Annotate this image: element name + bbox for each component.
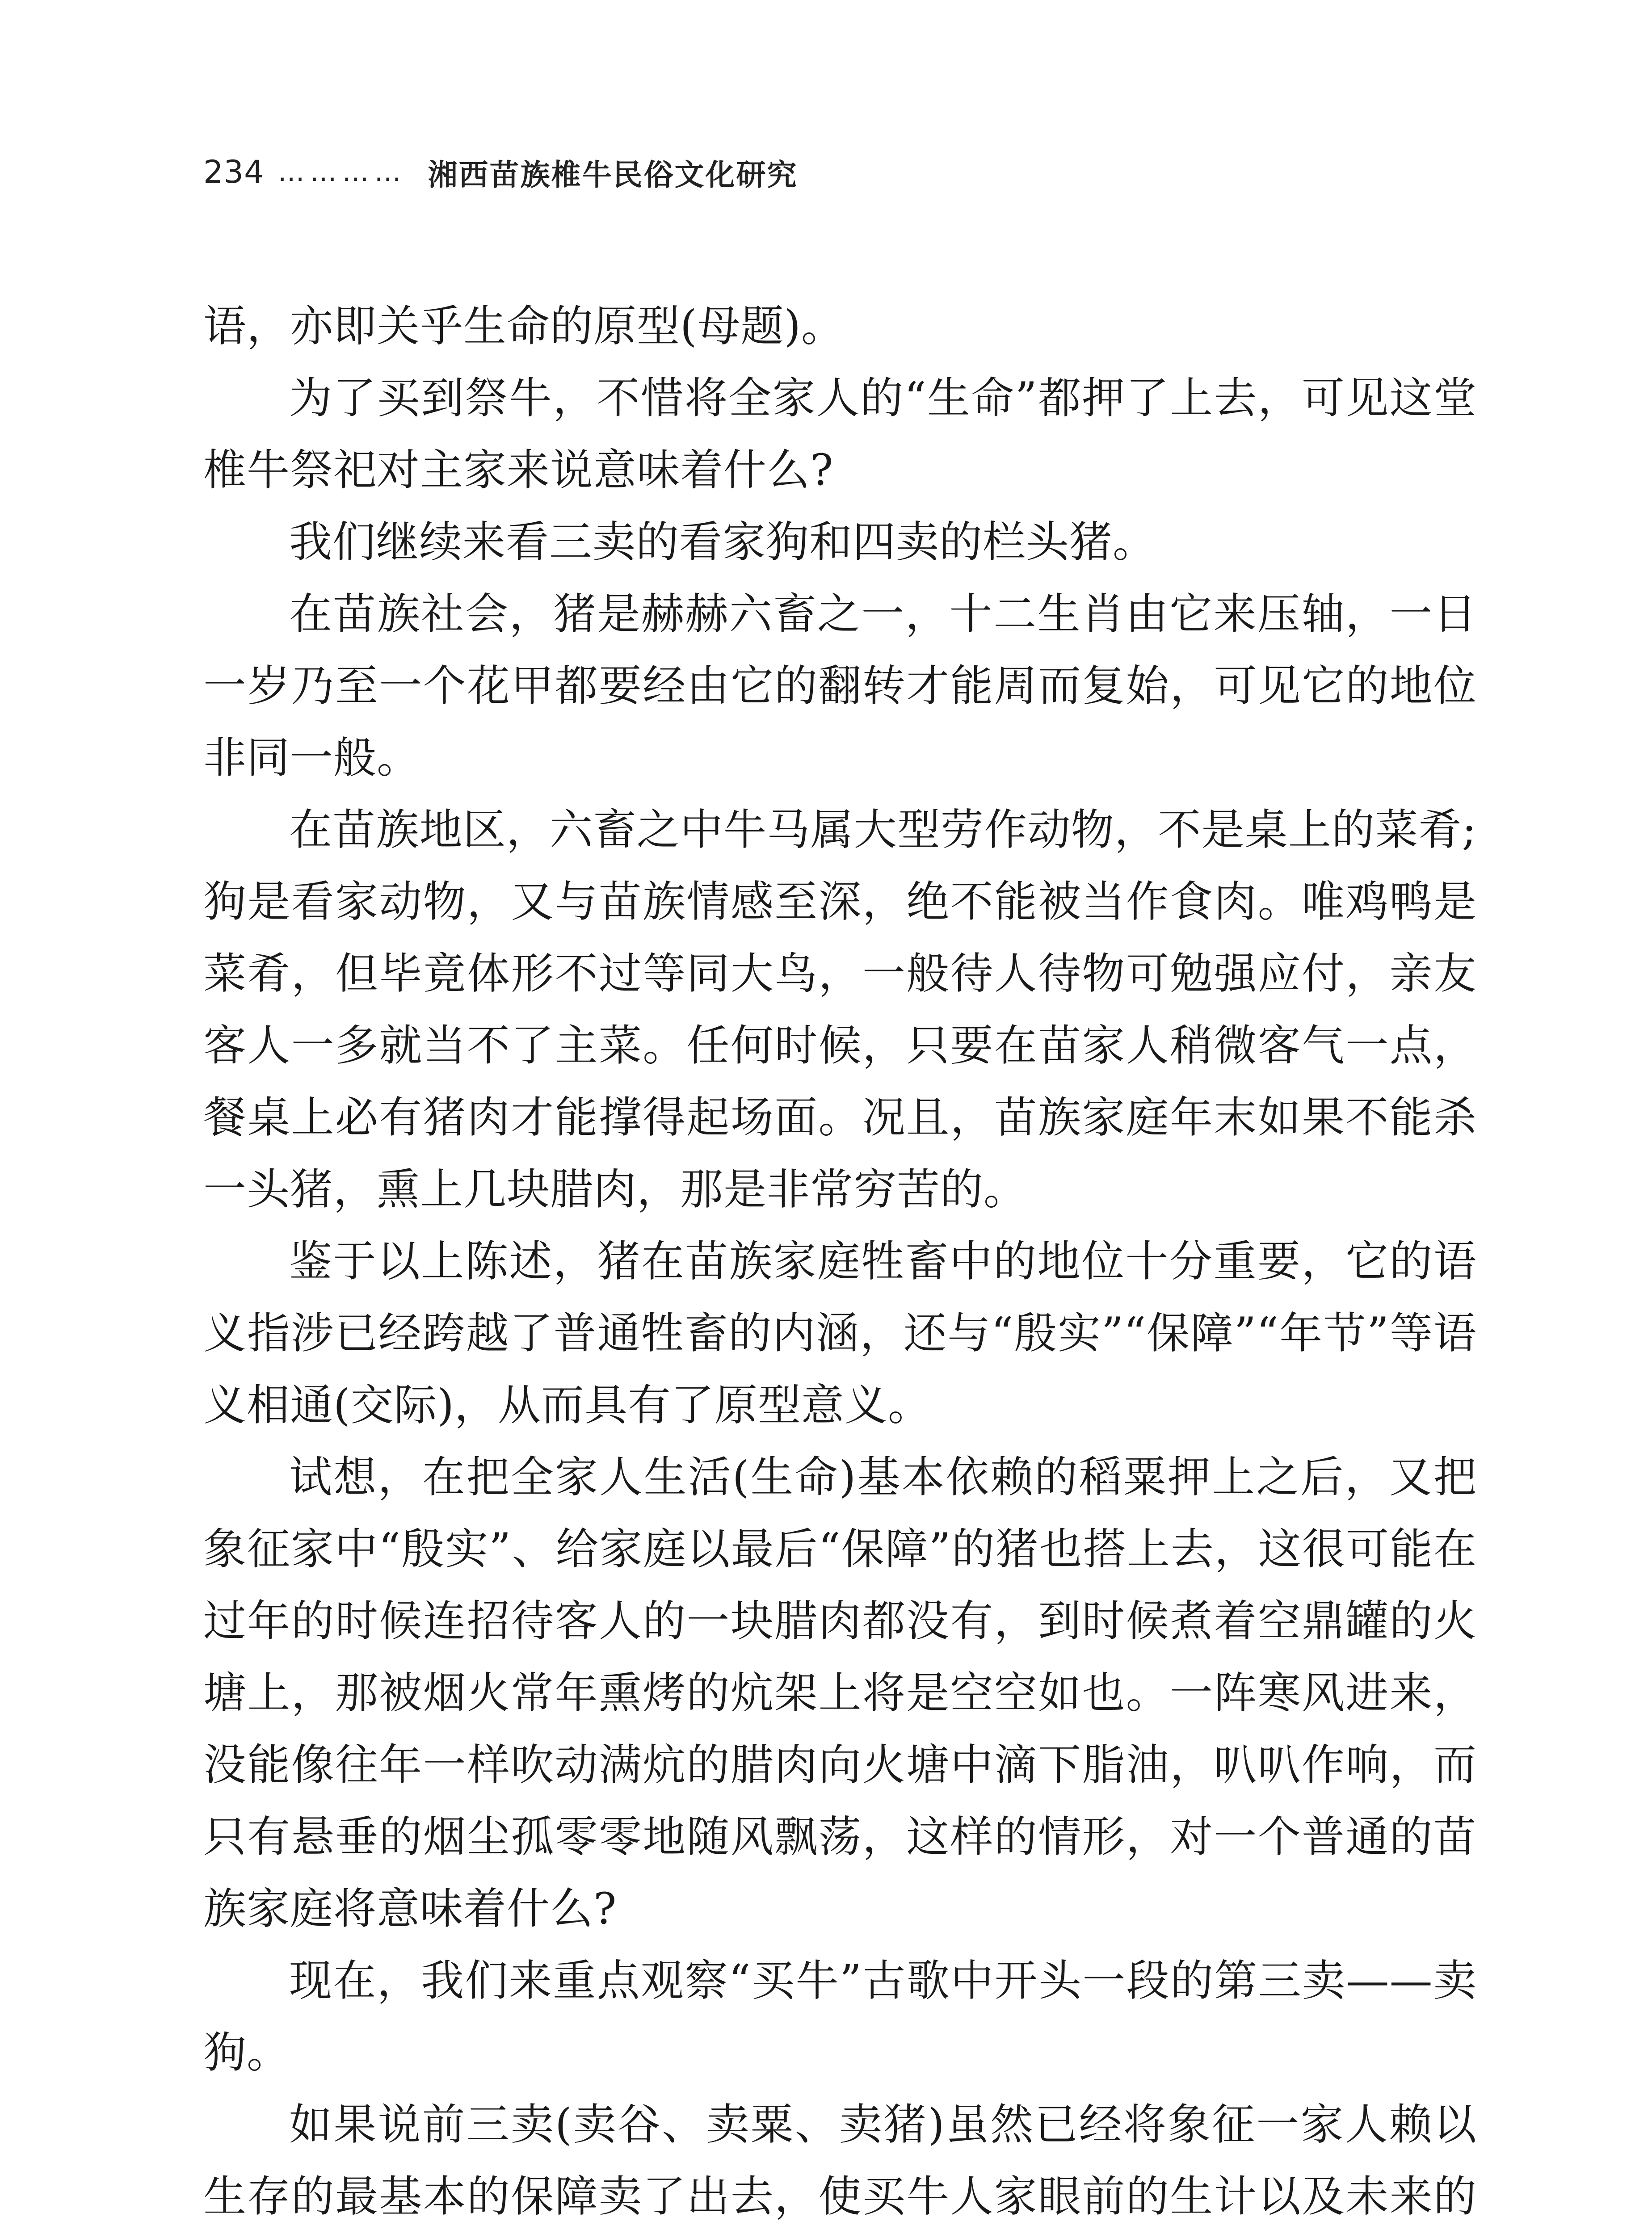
page-number: 234 [203, 154, 265, 190]
book-title: 湘西苗族椎牛民俗文化研究 [428, 157, 798, 192]
paragraph: 我们继续来看三卖的看家狗和四卖的栏头猪。 [289, 517, 1156, 567]
running-header [203, 147, 798, 197]
body-text [203, 290, 1477, 2234]
paragraph: 鉴于以上陈述，猪在苗族家庭牲畜中的地位十分重要，它的语义指涉已经跨越了普通牲畜的内涵，还与“殷实”“保障”“年节”等语义相通(交际)，从而具有了原型意义。 [203, 1236, 1477, 1430]
paragraph: 在苗族地区，六畜之中牛马属大型劳作动物，不是桌上的菜肴;狗是看家动物，又与苗族情感至深，绝不能被当作食肉。唯鸡鸭是菜肴，但毕竟体形不过等同大鸟，一般待人待物可勉强应付，亲友客人一多就当不了主菜。任何时候，只要在苗家人稍微客气一点，餐桌上必有猪肉才能撑得起场面。况且，苗族家庭年末如果不能杀一头猪，熏上几块腊肉，那是非常穷苦的。 [203, 805, 1477, 1214]
paragraph: 试想，在把全家人生活(生命)基本依赖的稻粟押上之后，又把象征家中“殷实”、给家庭以最后“保障”的猪也搭上去，这很可能在过年的时候连招待客人的一块腊肉都没有，到时候煮着空鼎罐的火塘上，那被烟火常年熏烤的炕架上将是空空如也。一阵寒风进来，没能像往年一样吹动满炕的腊肉向火塘中滴下脂油，叭叭作响，而只有悬垂的烟尘孤零零地随风飘荡，这样的情形，对一个普通的苗族家庭将意味着什么? [203, 1452, 1477, 1934]
paragraph-continued: 语，亦即关乎生命的原型(母题)。 [203, 301, 845, 351]
paragraph: 现在，我们来重点观察“买牛”古歌中开头一段的第三卖——卖狗。 [203, 1956, 1477, 2078]
paragraph: 为了买到祭牛，不惜将全家人的“生命”都押了上去，可见这堂椎牛祭祀对主家来说意味着什么? [203, 373, 1477, 495]
header-leader-dots: ………… [277, 156, 407, 188]
paragraph: 在苗族社会，猪是赫赫六畜之一，十二生肖由它来压轴，一日一岁乃至一个花甲都要经由它的翻转才能周而复始，可见它的地位非同一般。 [203, 589, 1477, 783]
paragraph: 如果说前三卖(卖谷、卖粟、卖猪)虽然已经将象征一家人赖以生存的最基本的保障卖了出去，使买牛人家眼前的生计以及未来的 [203, 2100, 1477, 2221]
